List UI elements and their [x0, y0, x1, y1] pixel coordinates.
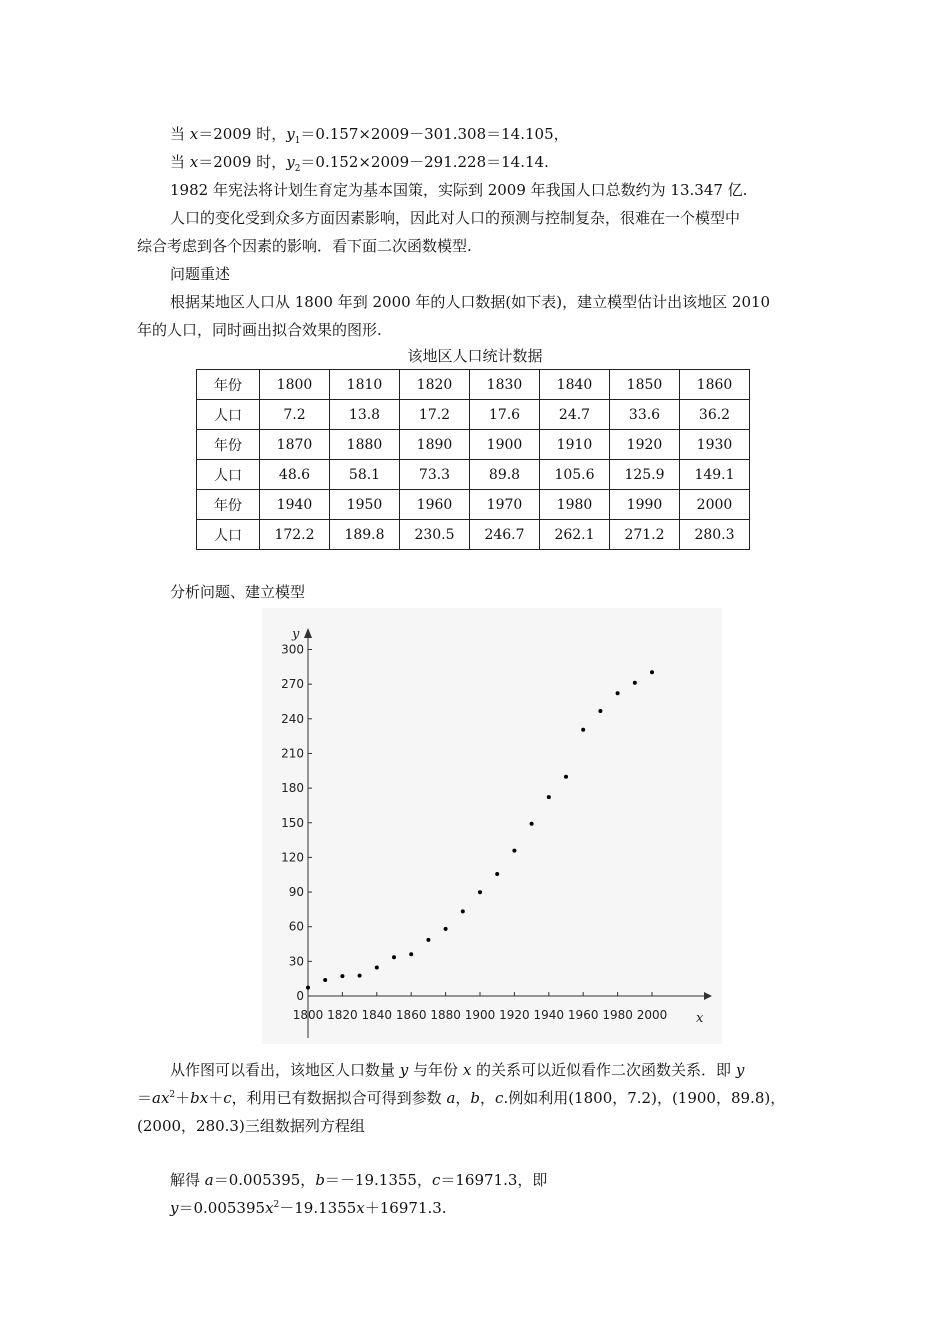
x-tick-label: 1880: [430, 1008, 461, 1022]
y-tick-label: 60: [288, 919, 304, 934]
cell-population: 48.6: [260, 460, 330, 490]
table-title: 该地区人口统计数据: [407, 347, 543, 365]
data-point: [323, 978, 327, 982]
y-tick-label: 240: [281, 711, 304, 726]
table-row-years: [197, 430, 750, 460]
text-line-7: 根据某地区人口从 1800 年到 2000 年的人口数据(如下表)，建立模型估计出该地区 2010: [170, 293, 771, 311]
data-point: [409, 952, 413, 956]
scatter-chart: [262, 608, 722, 1044]
cell-year: 1860: [680, 370, 750, 400]
text-line-12: (2000，280.3)三组数据列方程组: [137, 1117, 365, 1135]
text-line-4: 人口的变化受到众多方面因素影响，因此对人口的预测与控制复杂，很难在一个模型中: [170, 209, 741, 227]
data-point: [512, 849, 516, 853]
data-point: [633, 681, 637, 685]
y-tick-label: 30: [288, 954, 304, 969]
cell-population: 89.8: [470, 460, 540, 490]
row-header-population: 人口: [197, 400, 260, 430]
text-line-3: 1982 年宪法将计划生育定为基本国策，实际到 2009 年我国人口总数约为 13.347 亿.: [170, 181, 748, 199]
y-tick-label: 270: [281, 677, 304, 692]
row-header-year: 年份: [197, 370, 260, 400]
table-row-years: [197, 370, 750, 400]
cell-year: 1960: [400, 490, 470, 520]
cell-population: 262.1: [540, 520, 610, 550]
cell-population: 271.2: [610, 520, 680, 550]
row-header-population: 人口: [197, 520, 260, 550]
text-line-10: 从作图可以看出，该地区人口数量 y 与年份 x 的关系可以近似看作二次函数关系．即 y: [170, 1061, 745, 1079]
data-point: [375, 965, 379, 969]
cell-year: 2000: [680, 490, 750, 520]
cell-population: 230.5: [400, 520, 470, 550]
x-axis-label: x: [696, 1011, 704, 1026]
text-line-11: $=ax^2+bx+c$，利用已有数据拟合可得到参数 a，b，c.例如利用(1800，7.2)，(1900，89.8)，: [137, 1089, 786, 1107]
data-point: [547, 795, 551, 799]
cell-year: 1980: [540, 490, 610, 520]
cell-population: 7.2: [260, 400, 330, 430]
y-tick-label: 90: [288, 885, 304, 900]
cell-population: 17.6: [470, 400, 540, 430]
cell-year: 1940: [260, 490, 330, 520]
x-tick-label: 1920: [499, 1008, 530, 1022]
x-tick-label: 1800: [292, 1008, 324, 1022]
x-tick-label: 1940: [533, 1008, 565, 1022]
cell-population: 13.8: [330, 400, 400, 430]
data-point: [598, 709, 602, 713]
data-point: [478, 890, 482, 894]
cell-year: 1810: [330, 370, 400, 400]
data-point: [392, 955, 396, 959]
cell-year: 1970: [470, 490, 540, 520]
cell-population: 246.7: [470, 520, 540, 550]
y-tick-label: 300: [281, 642, 304, 657]
text-line-14: $y=0.005395x^2-19.1355x+16971.3$.: [170, 1199, 447, 1217]
cell-population: 33.6: [610, 400, 680, 430]
x-tick-label: 1960: [567, 1008, 599, 1022]
text-line-1: 当 x＝2009 时，$y_1=0.157\times 2009-301.308=14.105$，: [170, 125, 569, 146]
cell-year: 1910: [540, 430, 610, 460]
y-tick-label: 150: [281, 815, 304, 830]
cell-population: 125.9: [610, 460, 680, 490]
data-point: [444, 927, 448, 931]
row-header-year: 年份: [197, 490, 260, 520]
table-row-years: [197, 490, 750, 520]
cell-year: 1820: [400, 370, 470, 400]
y-axis-label: y: [292, 627, 300, 642]
row-header-year: 年份: [197, 430, 260, 460]
data-point: [650, 670, 654, 674]
cell-year: 1800: [260, 370, 330, 400]
text-line-13: 解得 a＝0.005395，b＝－19.1355，c＝16971.3，即: [170, 1171, 548, 1189]
cell-year: 1850: [610, 370, 680, 400]
data-point: [581, 728, 585, 732]
cell-population: 172.2: [260, 520, 330, 550]
cell-year: 1890: [400, 430, 470, 460]
x-tick-label: 1860: [395, 1008, 427, 1022]
data-point: [564, 775, 568, 779]
data-point: [495, 872, 499, 876]
cell-year: 1840: [540, 370, 610, 400]
population-table: [196, 369, 750, 550]
data-point: [461, 909, 465, 913]
data-point: [530, 822, 534, 826]
x-tick-label: 1980: [602, 1008, 633, 1022]
table-row-population: [197, 460, 750, 490]
y-tick-label: 120: [281, 850, 304, 865]
cell-population: 17.2: [400, 400, 470, 430]
data-point: [616, 691, 620, 695]
y-tick-label: 0: [296, 989, 304, 1003]
cell-population: 149.1: [680, 460, 750, 490]
x-tick-label: 1820: [327, 1008, 358, 1022]
x-tick-label: 2000: [636, 1008, 668, 1022]
x-tick-label: 1840: [361, 1008, 393, 1022]
cell-population: 105.6: [540, 460, 610, 490]
cell-year: 1880: [330, 430, 400, 460]
cell-year: 1900: [470, 430, 540, 460]
cell-year: 1870: [260, 430, 330, 460]
table-row-population: [197, 400, 750, 430]
y-axis-arrow: [304, 628, 312, 638]
cell-population: 24.7: [540, 400, 610, 430]
cell-population: 36.2: [680, 400, 750, 430]
cell-year: 1930: [680, 430, 750, 460]
cell-year: 1950: [330, 490, 400, 520]
scatter-chart-svg: [262, 608, 722, 1044]
data-point: [426, 938, 430, 942]
cell-year: 1990: [610, 490, 680, 520]
cell-year: 1830: [470, 370, 540, 400]
x-axis-arrow: [704, 992, 712, 1000]
x-tick-label: 1900: [464, 1008, 496, 1022]
cell-population: 73.3: [400, 460, 470, 490]
data-point: [306, 986, 310, 990]
data-point: [358, 974, 362, 978]
y-tick-label: 180: [281, 781, 304, 796]
cell-population: 58.1: [330, 460, 400, 490]
section-heading-restatement: 问题重述: [170, 265, 231, 283]
row-header-population: 人口: [197, 460, 260, 490]
text-line-8: 年的人口，同时画出拟合效果的图形.: [137, 321, 382, 339]
data-point: [340, 974, 344, 978]
table-row-population: [197, 520, 750, 550]
cell-population: 189.8: [330, 520, 400, 550]
text-line-5: 综合考虑到各个因素的影响．看下面二次函数模型.: [137, 237, 472, 255]
cell-population: 280.3: [680, 520, 750, 550]
text-line-2: 当 x＝2009 时，$y_2=0.152\times 2009-291.228=14.14$.: [170, 153, 549, 174]
cell-year: 1920: [610, 430, 680, 460]
y-tick-label: 210: [281, 746, 304, 761]
section-heading-analysis: 分析问题、建立模型: [170, 583, 306, 601]
